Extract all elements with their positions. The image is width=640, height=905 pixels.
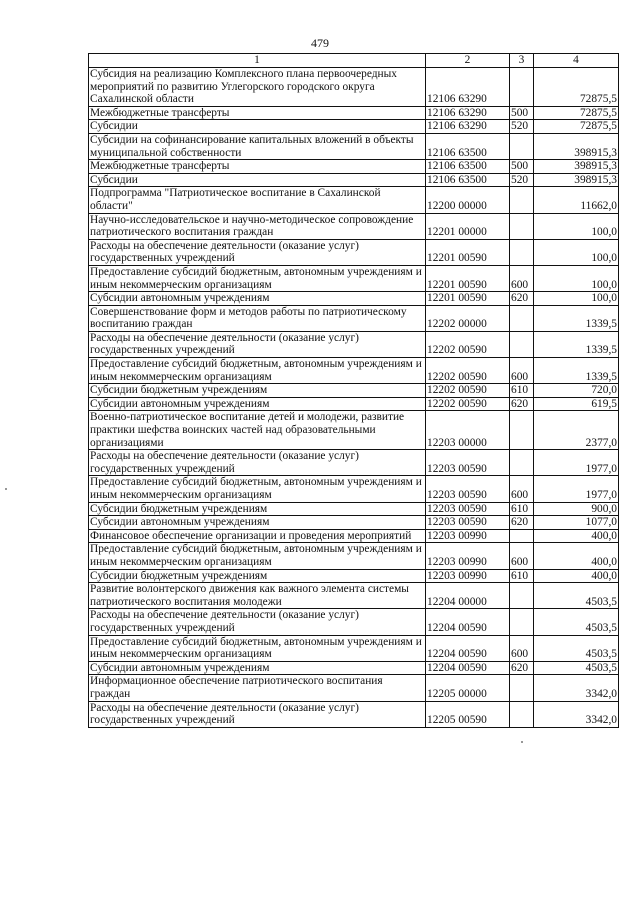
table-row <box>89 583 619 609</box>
row-code-cell: 12203 00990 <box>426 569 510 583</box>
row-sum-cell: 72875,5 <box>534 106 619 120</box>
column-header-name: 1 <box>89 54 426 68</box>
row-type-cell: 610 <box>510 384 534 398</box>
row-sum-cell: 1977,0 <box>534 476 619 502</box>
table-row <box>89 476 619 502</box>
row-type-cell: 620 <box>510 397 534 411</box>
row-sum-cell: 100,0 <box>534 213 619 239</box>
row-type-cell: 520 <box>510 173 534 187</box>
row-name-cell: Расходы на обеспечение деятельности (оказание услуг) государственных учреждений <box>89 701 426 727</box>
row-sum-cell: 2377,0 <box>534 411 619 450</box>
row-name-cell: Предоставление субсидий бюджетным, автономным учреждениям и иным некоммерческим организациям <box>89 476 426 502</box>
table-row <box>89 239 619 265</box>
row-sum-cell: 4503,5 <box>534 609 619 635</box>
row-code-cell: 12106 63500 <box>426 133 510 159</box>
row-name-cell: Субсидии бюджетным учреждениям <box>89 502 426 516</box>
column-header-type: 3 <box>510 54 534 68</box>
row-name-cell: Субсидии бюджетным учреждениям <box>89 384 426 398</box>
row-name-cell: Субсидия на реализацию Комплексного плана первоочередных мероприятий по развитию Углегорского городского округа Сахалинской области <box>89 68 426 107</box>
budget-table <box>88 53 619 728</box>
row-code-cell: 12201 00000 <box>426 213 510 239</box>
row-name-cell: Расходы на обеспечение деятельности (оказание услуг) государственных учреждений <box>89 450 426 476</box>
row-code-cell: 12204 00590 <box>426 609 510 635</box>
row-code-cell: 12202 00590 <box>426 397 510 411</box>
row-type-cell <box>510 411 534 450</box>
table-row <box>89 120 619 134</box>
row-code-cell: 12201 00590 <box>426 292 510 306</box>
scan-speck <box>521 741 523 743</box>
table-row <box>89 661 619 675</box>
row-sum-cell: 100,0 <box>534 265 619 291</box>
row-name-cell: Субсидии бюджетным учреждениям <box>89 569 426 583</box>
table-row <box>89 187 619 213</box>
row-code-cell: 12203 00590 <box>426 516 510 530</box>
table-row <box>89 213 619 239</box>
row-sum-cell: 398915,3 <box>534 173 619 187</box>
row-type-cell: 610 <box>510 502 534 516</box>
row-sum-cell: 400,0 <box>534 543 619 569</box>
row-sum-cell: 1339,5 <box>534 358 619 384</box>
row-code-cell: 12202 00590 <box>426 358 510 384</box>
row-sum-cell: 4503,5 <box>534 635 619 661</box>
row-type-cell <box>510 133 534 159</box>
row-sum-cell: 720,0 <box>534 384 619 398</box>
row-code-cell: 12200 00000 <box>426 187 510 213</box>
row-sum-cell: 100,0 <box>534 239 619 265</box>
table-row <box>89 305 619 331</box>
column-header-sum: 4 <box>534 54 619 68</box>
row-type-cell: 610 <box>510 569 534 583</box>
row-name-cell: Предоставление субсидий бюджетным, автономным учреждениям и иным некоммерческим организациям <box>89 543 426 569</box>
table-row <box>89 106 619 120</box>
table-row <box>89 331 619 357</box>
table-row <box>89 502 619 516</box>
row-code-cell: 12201 00590 <box>426 265 510 291</box>
row-code-cell: 12202 00590 <box>426 384 510 398</box>
row-code-cell: 12203 00590 <box>426 502 510 516</box>
row-code-cell: 12106 63290 <box>426 68 510 107</box>
row-type-cell <box>510 331 534 357</box>
row-code-cell: 12106 63500 <box>426 160 510 174</box>
table-row <box>89 675 619 701</box>
table-row <box>89 701 619 727</box>
row-sum-cell: 72875,5 <box>534 120 619 134</box>
row-code-cell: 12203 00990 <box>426 543 510 569</box>
row-name-cell: Субсидии <box>89 173 426 187</box>
row-code-cell: 12203 00000 <box>426 411 510 450</box>
row-code-cell: 12106 63290 <box>426 120 510 134</box>
row-name-cell: Расходы на обеспечение деятельности (оказание услуг) государственных учреждений <box>89 609 426 635</box>
row-name-cell: Межбюджетные трансферты <box>89 106 426 120</box>
row-name-cell: Субсидии автономным учреждениям <box>89 516 426 530</box>
row-sum-cell: 619,5 <box>534 397 619 411</box>
table-row <box>89 450 619 476</box>
table-row <box>89 173 619 187</box>
table-row <box>89 133 619 159</box>
row-name-cell: Расходы на обеспечение деятельности (оказание услуг) государственных учреждений <box>89 331 426 357</box>
row-name-cell: Подпрограмма "Патриотическое воспитание в Сахалинской области" <box>89 187 426 213</box>
row-name-cell: Субсидии автономным учреждениям <box>89 397 426 411</box>
row-sum-cell: 100,0 <box>534 292 619 306</box>
row-type-cell <box>510 187 534 213</box>
row-sum-cell: 3342,0 <box>534 675 619 701</box>
table-row <box>89 569 619 583</box>
row-sum-cell: 1977,0 <box>534 450 619 476</box>
row-name-cell: Совершенствование форм и методов работы по патриотическому воспитанию граждан <box>89 305 426 331</box>
row-sum-cell: 72875,5 <box>534 68 619 107</box>
row-type-cell: 600 <box>510 543 534 569</box>
row-sum-cell: 4503,5 <box>534 661 619 675</box>
row-type-cell: 500 <box>510 160 534 174</box>
row-code-cell: 12204 00590 <box>426 661 510 675</box>
row-code-cell: 12203 00590 <box>426 476 510 502</box>
table-row <box>89 516 619 530</box>
row-type-cell: 620 <box>510 661 534 675</box>
row-sum-cell: 11662,0 <box>534 187 619 213</box>
row-type-cell: 600 <box>510 635 534 661</box>
table-row <box>89 635 619 661</box>
row-sum-cell: 398915,3 <box>534 160 619 174</box>
row-sum-cell: 398915,3 <box>534 133 619 159</box>
row-code-cell: 12202 00590 <box>426 331 510 357</box>
row-name-cell: Субсидии <box>89 120 426 134</box>
row-code-cell: 12201 00590 <box>426 239 510 265</box>
row-type-cell <box>510 675 534 701</box>
table-row <box>89 160 619 174</box>
row-type-cell: 600 <box>510 265 534 291</box>
row-sum-cell: 4503,5 <box>534 583 619 609</box>
table-row <box>89 265 619 291</box>
row-name-cell: Предоставление субсидий бюджетным, автономным учреждениям и иным некоммерческим организациям <box>89 265 426 291</box>
row-name-cell: Субсидии автономным учреждениям <box>89 661 426 675</box>
row-name-cell: Субсидии автономным учреждениям <box>89 292 426 306</box>
row-code-cell: 12204 00000 <box>426 583 510 609</box>
row-type-cell <box>510 213 534 239</box>
row-type-cell <box>510 701 534 727</box>
row-type-cell <box>510 68 534 107</box>
row-name-cell: Предоставление субсидий бюджетным, автономным учреждениям и иным некоммерческим организациям <box>89 635 426 661</box>
row-name-cell: Финансовое обеспечение организации и проведения мероприятий <box>89 529 426 543</box>
page-number: 479 <box>311 36 329 50</box>
row-type-cell: 620 <box>510 516 534 530</box>
row-code-cell: 12205 00000 <box>426 675 510 701</box>
row-type-cell: 620 <box>510 292 534 306</box>
row-code-cell: 12204 00590 <box>426 635 510 661</box>
column-header-code: 2 <box>426 54 510 68</box>
row-code-cell: 12202 00000 <box>426 305 510 331</box>
row-sum-cell: 400,0 <box>534 529 619 543</box>
row-type-cell <box>510 305 534 331</box>
table-row <box>89 68 619 107</box>
row-code-cell: 12203 00990 <box>426 529 510 543</box>
row-type-cell: 520 <box>510 120 534 134</box>
row-code-cell: 12205 00590 <box>426 701 510 727</box>
table-row <box>89 292 619 306</box>
row-type-cell <box>510 609 534 635</box>
row-name-cell: Развитие волонтерского движения как важного элемента системы патриотического воспитания молодежи <box>89 583 426 609</box>
row-code-cell: 12106 63500 <box>426 173 510 187</box>
scan-speck <box>5 488 7 490</box>
row-sum-cell: 900,0 <box>534 502 619 516</box>
row-type-cell <box>510 583 534 609</box>
row-type-cell <box>510 450 534 476</box>
row-sum-cell: 3342,0 <box>534 701 619 727</box>
table-row <box>89 529 619 543</box>
row-name-cell: Расходы на обеспечение деятельности (оказание услуг) государственных учреждений <box>89 239 426 265</box>
row-code-cell: 12106 63290 <box>426 106 510 120</box>
row-type-cell <box>510 239 534 265</box>
row-sum-cell: 1077,0 <box>534 516 619 530</box>
row-type-cell: 500 <box>510 106 534 120</box>
table-row <box>89 411 619 450</box>
row-type-cell: 600 <box>510 476 534 502</box>
row-type-cell: 600 <box>510 358 534 384</box>
row-sum-cell: 1339,5 <box>534 305 619 331</box>
table-row <box>89 358 619 384</box>
row-sum-cell: 400,0 <box>534 569 619 583</box>
row-name-cell: Военно-патриотическое воспитание детей и молодежи, развитие практики шефства воинских частей над образовательными организациями <box>89 411 426 450</box>
row-name-cell: Информационное обеспечение патриотического воспитания граждан <box>89 675 426 701</box>
row-name-cell: Научно-исследовательское и научно-методическое сопровождение патриотического воспитания граждан <box>89 213 426 239</box>
table-row <box>89 397 619 411</box>
column-header-row <box>89 54 619 68</box>
row-name-cell: Межбюджетные трансферты <box>89 160 426 174</box>
row-sum-cell: 1339,5 <box>534 331 619 357</box>
row-name-cell: Предоставление субсидий бюджетным, автономным учреждениям и иным некоммерческим организациям <box>89 358 426 384</box>
row-name-cell: Субсидии на софинансирование капитальных вложений в объекты муниципальной собственности <box>89 133 426 159</box>
table-row <box>89 609 619 635</box>
table-body <box>89 54 619 728</box>
row-type-cell <box>510 529 534 543</box>
row-code-cell: 12203 00590 <box>426 450 510 476</box>
table-row <box>89 543 619 569</box>
table-row <box>89 384 619 398</box>
